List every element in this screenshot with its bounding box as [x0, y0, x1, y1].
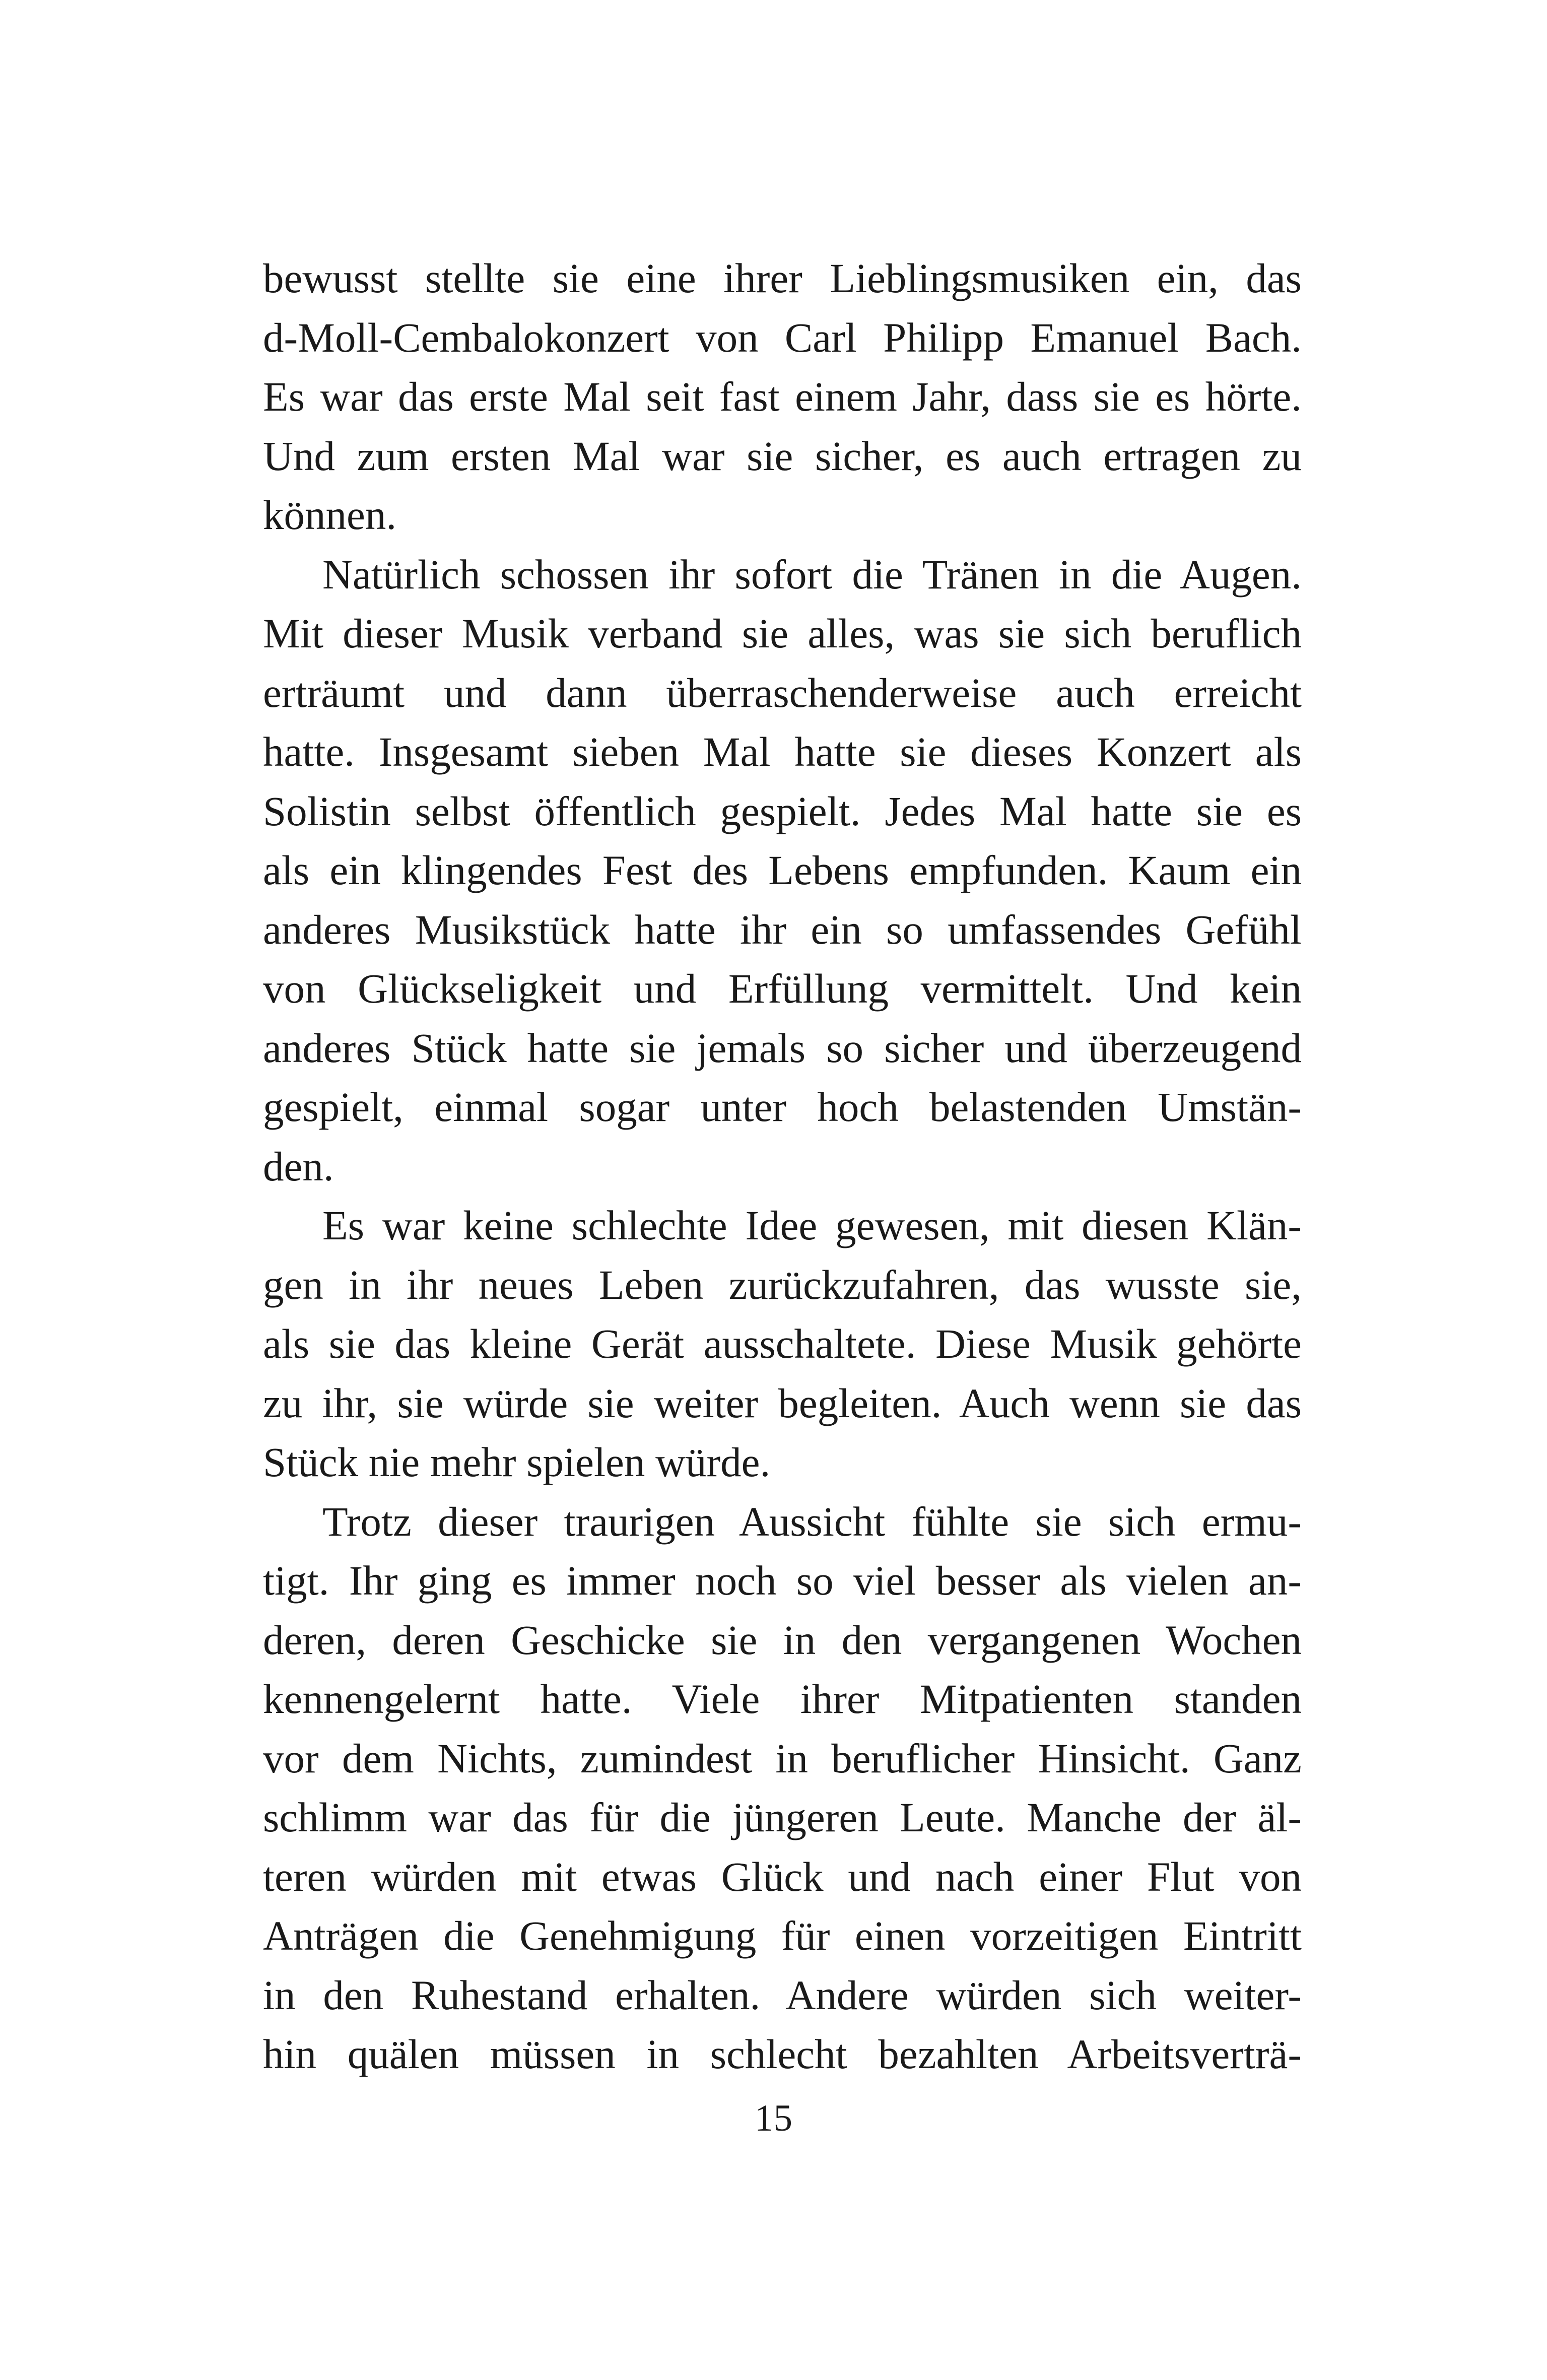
- text-line: in den Ruhestand erhalten. Andere würden sich weiter-: [263, 1971, 1302, 2018]
- text-line: erträumt und dann überraschenderweise auch erreicht: [263, 669, 1302, 716]
- text-line: Stück nie mehr spielen würde.: [263, 1439, 771, 1485]
- text-line: von Glückseligkeit und Erfüllung vermittelt. Und kein: [263, 965, 1302, 1012]
- text-line: können.: [263, 492, 397, 538]
- text-line: kennengelernt hatte. Viele ihrer Mitpatienten standen: [263, 1676, 1302, 1722]
- text-line: d-Moll-Cembalokonzert von Carl Philipp Emanuel Bach.: [263, 314, 1302, 361]
- text-line: den.: [263, 1143, 334, 1189]
- text-line: Es war das erste Mal seit fast einem Jahr, dass sie es hörte.: [263, 373, 1302, 420]
- text-line: als ein klingendes Fest des Lebens empfunden. Kaum ein: [263, 847, 1302, 893]
- text-line: Anträgen die Genehmigung für einen vorzeitigen Eintritt: [263, 1912, 1302, 1959]
- text-line: Natürlich schossen ihr sofort die Tränen in die Augen.: [322, 551, 1302, 598]
- body-text: [263, 249, 1302, 2084]
- text-line: als sie das kleine Gerät ausschaltete. Diese Musik gehörte: [263, 1320, 1302, 1367]
- text-line: zu ihr, sie würde sie weiter begleiten. Auch wenn sie das: [263, 1379, 1302, 1426]
- text-line: hin quälen müssen in schlecht bezahlten Arbeitsverträ-: [263, 2031, 1302, 2077]
- text-line: anderes Stück hatte sie jemals so sicher und überzeugend: [263, 1024, 1302, 1071]
- text-line: deren, deren Geschicke sie in den vergangenen Wochen: [263, 1616, 1302, 1663]
- text-line: schlimm war das für die jüngeren Leute. Manche der äl-: [263, 1794, 1302, 1840]
- text-line: Trotz dieser traurigen Aussicht fühlte sie sich ermu-: [322, 1498, 1302, 1545]
- text-line: bewusst stellte sie eine ihrer Lieblingsmusiken ein, das: [263, 255, 1302, 301]
- text-line: teren würden mit etwas Glück und nach einer Flut von: [263, 1853, 1302, 1900]
- text-line: Solistin selbst öffentlich gespielt. Jedes Mal hatte sie es: [263, 787, 1302, 834]
- text-line: vor dem Nichts, zumindest in beruflicher Hinsicht. Ganz: [263, 1735, 1302, 1781]
- text-line: gen in ihr neues Leben zurückzufahren, das wusste sie,: [263, 1261, 1302, 1308]
- text-line: gespielt, einmal sogar unter hoch belastenden Umstän-: [263, 1084, 1302, 1130]
- text-line: hatte. Insgesamt sieben Mal hatte sie dieses Konzert als: [263, 729, 1302, 775]
- text-line: Mit dieser Musik verband sie alles, was sie sich beruflich: [263, 610, 1302, 656]
- text-line: tigt. Ihr ging es immer noch so viel besser als vielen an-: [263, 1557, 1302, 1604]
- text-line: Und zum ersten Mal war sie sicher, es auch ertragen zu: [263, 432, 1302, 479]
- page-number: 15: [755, 2097, 792, 2139]
- text-line: anderes Musikstück hatte ihr ein so umfassendes Gefühl: [263, 906, 1302, 953]
- text-line: Es war keine schlechte Idee gewesen, mit diesen Klän-: [322, 1202, 1302, 1248]
